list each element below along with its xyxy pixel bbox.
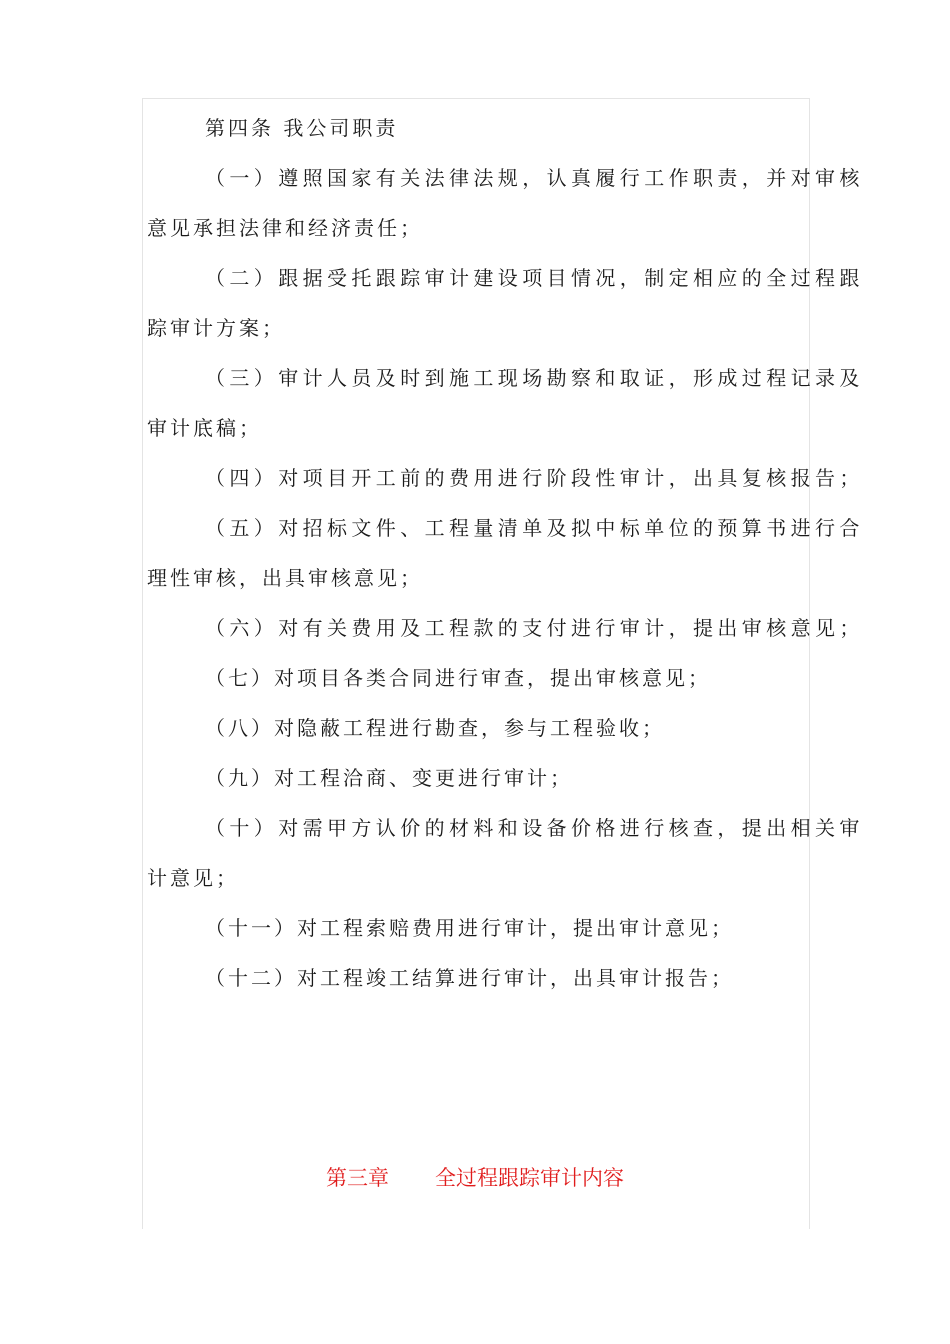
- text-line: 审计底稿；: [147, 416, 262, 440]
- text-line: （八）对隐蔽工程进行勘查，参与工程验收；: [205, 716, 665, 740]
- text-line: （七）对项目各类合同进行审查，提出审核意见；: [205, 666, 711, 690]
- text-line: （五）对招标文件、工程量清单及拟中标单位的预算书进行合: [205, 516, 864, 540]
- article-heading: 第四条 我公司职责: [205, 116, 399, 140]
- text-line: （十二）对工程竣工结算进行审计，出具审计报告；: [205, 966, 734, 990]
- text-line: 踪审计方案；: [147, 316, 285, 340]
- text-line: （四）对项目开工前的费用进行阶段性审计，出具复核报告；: [205, 466, 864, 490]
- text-line: （六）对有关费用及工程款的支付进行审计，提出审核意见；: [205, 616, 864, 640]
- text-line: （二）跟据受托跟踪审计建设项目情况，制定相应的全过程跟: [205, 266, 864, 290]
- text-line: 理性审核，出具审核意见；: [147, 566, 423, 590]
- text-line: （一）遵照国家有关法律法规，认真履行工作职责，并对审核: [205, 166, 864, 190]
- chapter-title-text: 全过程跟踪审计内容: [435, 1166, 624, 1190]
- text-line: （十一）对工程索赔费用进行审计，提出审计意见；: [205, 916, 734, 940]
- text-line: （十）对需甲方认价的材料和设备价格进行核查，提出相关审: [205, 816, 864, 840]
- paragraph-lines: [147, 153, 864, 1003]
- chapter-heading: [142, 1158, 808, 1198]
- text-line: 意见承担法律和经济责任；: [147, 216, 423, 240]
- chapter-number: 第三章: [326, 1166, 389, 1190]
- document-body: [147, 103, 864, 1003]
- text-line: （九）对工程洽商、变更进行审计；: [205, 766, 573, 790]
- text-line: 计意见；: [147, 866, 239, 890]
- text-line: （三）审计人员及时到施工现场勘察和取证，形成过程记录及: [205, 366, 864, 390]
